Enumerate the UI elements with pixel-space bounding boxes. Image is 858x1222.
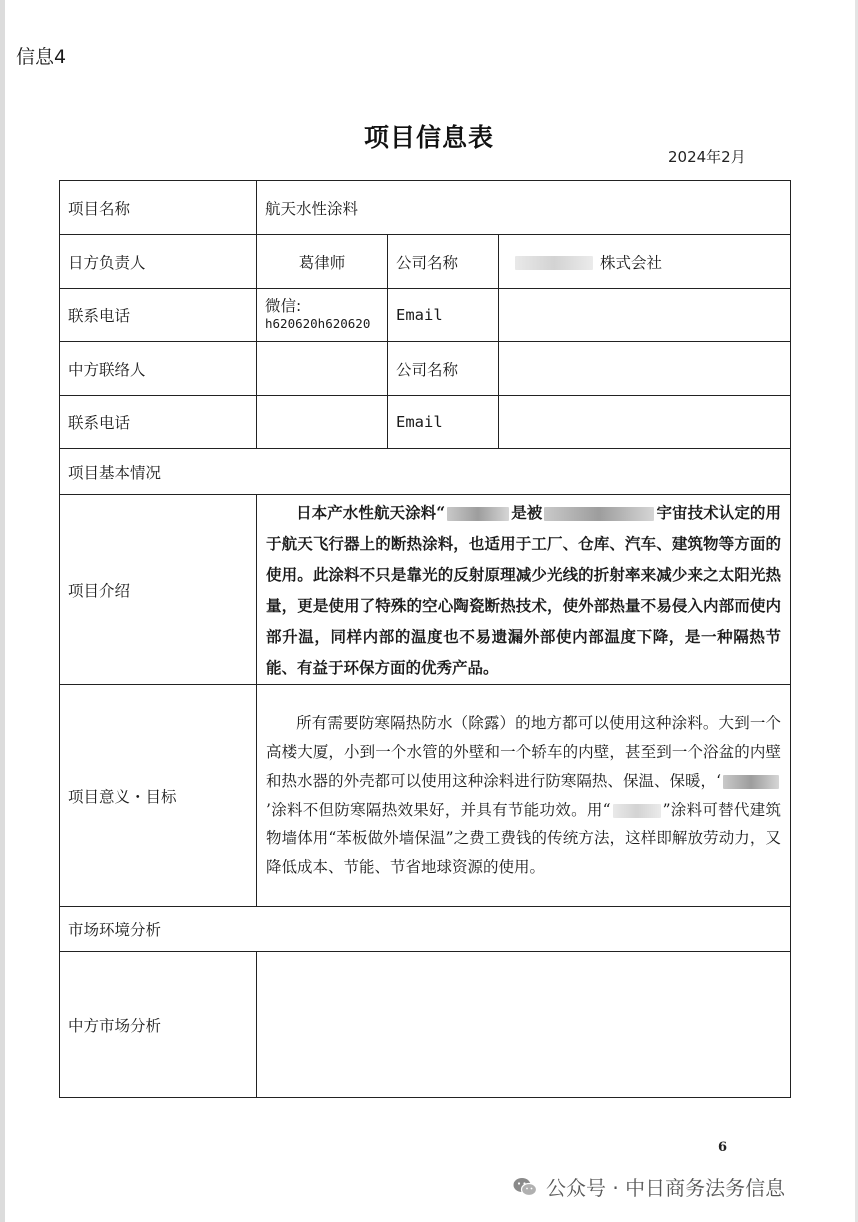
goal-text-part2: ’涂料不但防寒隔热效果好，并具有节能功效。用“ — [266, 800, 611, 819]
cn-market-value — [257, 952, 791, 1098]
intro-label: 项目介绍 — [60, 495, 257, 685]
wechat-icon — [512, 1174, 538, 1200]
market-env-heading: 市场环境分析 — [60, 907, 791, 952]
jp-phone-value — [257, 289, 388, 342]
cn-contact-value — [257, 342, 388, 396]
cn-phone-value — [257, 396, 388, 449]
cn-phone-label: 联系电话 — [60, 396, 257, 449]
table-row — [60, 495, 791, 685]
jp-lead-value — [257, 235, 388, 289]
project-name-label: 项目名称 — [60, 181, 257, 235]
redacted-block — [515, 256, 593, 270]
redacted-block — [723, 775, 779, 789]
jp-company-name: 株式会社 — [599, 253, 662, 272]
table-row — [60, 289, 791, 342]
goal-label: 项目意义・目标 — [60, 685, 257, 907]
page-number: 6 — [718, 1140, 728, 1155]
jp-email-value — [499, 289, 791, 342]
cn-email-label: Email — [388, 396, 499, 449]
goal-text-part1: 所有需要防寒隔热防水（除露）的地方都可以使用这种涂料。大到一个高楼大厦，小到一个水管的外壁和一个轿车的内壁，甚至到一个浴盆的内壁和热水器的外壳都可以使用这种涂料进行防寒隔热、保温、保暖，‘ — [266, 714, 781, 790]
page-edge-left — [0, 0, 5, 1222]
table-row — [60, 685, 791, 907]
page-title: 项目信息表 — [363, 123, 494, 152]
jp-company-label: 公司名称 — [388, 235, 499, 289]
jp-lead-name: 葛律师 — [298, 253, 346, 272]
intro-text-part3: 宇宙技术认定的用于航天飞行器上的断热涂料，也适用于工厂、仓库、汽车、建筑物等方面的使用。此涂料不只是靠光的反射原理减少光线的折射率来减少来之太阳光热量，更是使用了特殊的空心陶瓷断热技术，使外部热量不易侵入内部而使内部升温，同样内部的温度也不易遗漏外部使内部温度下降，是一种隔热节能、有益于环保方面的优秀产品。 — [266, 502, 781, 677]
intro-text-part1: 日本产水性航天涂料“ — [296, 502, 446, 522]
table-row — [60, 181, 791, 235]
table-row — [60, 449, 791, 495]
cn-company-label: 公司名称 — [388, 342, 499, 396]
jp-phone-label: 联系电话 — [60, 289, 257, 342]
cn-email-value — [499, 396, 791, 449]
jp-email-label: Email — [388, 289, 499, 342]
corner-label: 信息4 — [16, 46, 67, 68]
redacted-block — [447, 507, 509, 521]
table-row — [60, 396, 791, 449]
wechat-label: 微信: — [265, 297, 302, 315]
jp-company-value — [499, 235, 791, 289]
table-row — [60, 235, 791, 289]
cn-market-label: 中方市场分析 — [60, 952, 257, 1098]
intro-text — [257, 495, 791, 685]
intro-text-part2: 是被 — [511, 502, 543, 522]
watermark — [512, 1172, 785, 1201]
watermark-text: 公众号 · 中日商务法务信息 — [546, 1176, 786, 1200]
basic-info-heading: 项目基本情况 — [60, 449, 791, 495]
table-row — [60, 907, 791, 952]
jp-lead-label: 日方负责人 — [60, 235, 257, 289]
goal-text — [257, 685, 791, 907]
cn-company-value — [499, 342, 791, 396]
redacted-block — [544, 507, 654, 521]
table-row — [60, 342, 791, 396]
cn-contact-label: 中方联络人 — [60, 342, 257, 396]
document-date: 2024年2月 — [668, 148, 746, 166]
project-info-table — [59, 180, 791, 1098]
project-name-value: 航天水性涂料 — [257, 181, 791, 235]
wechat-id: h620620h620620 — [265, 316, 371, 331]
goal-text-part3: ”涂料可替代建筑物墙体用“苯板做外墙保温”之费工费钱的传统方法，这样即解放劳动力，又降低成本、节能、节省地球资源的使用。 — [266, 800, 781, 877]
table-row — [60, 952, 791, 1098]
redacted-block — [613, 804, 661, 818]
